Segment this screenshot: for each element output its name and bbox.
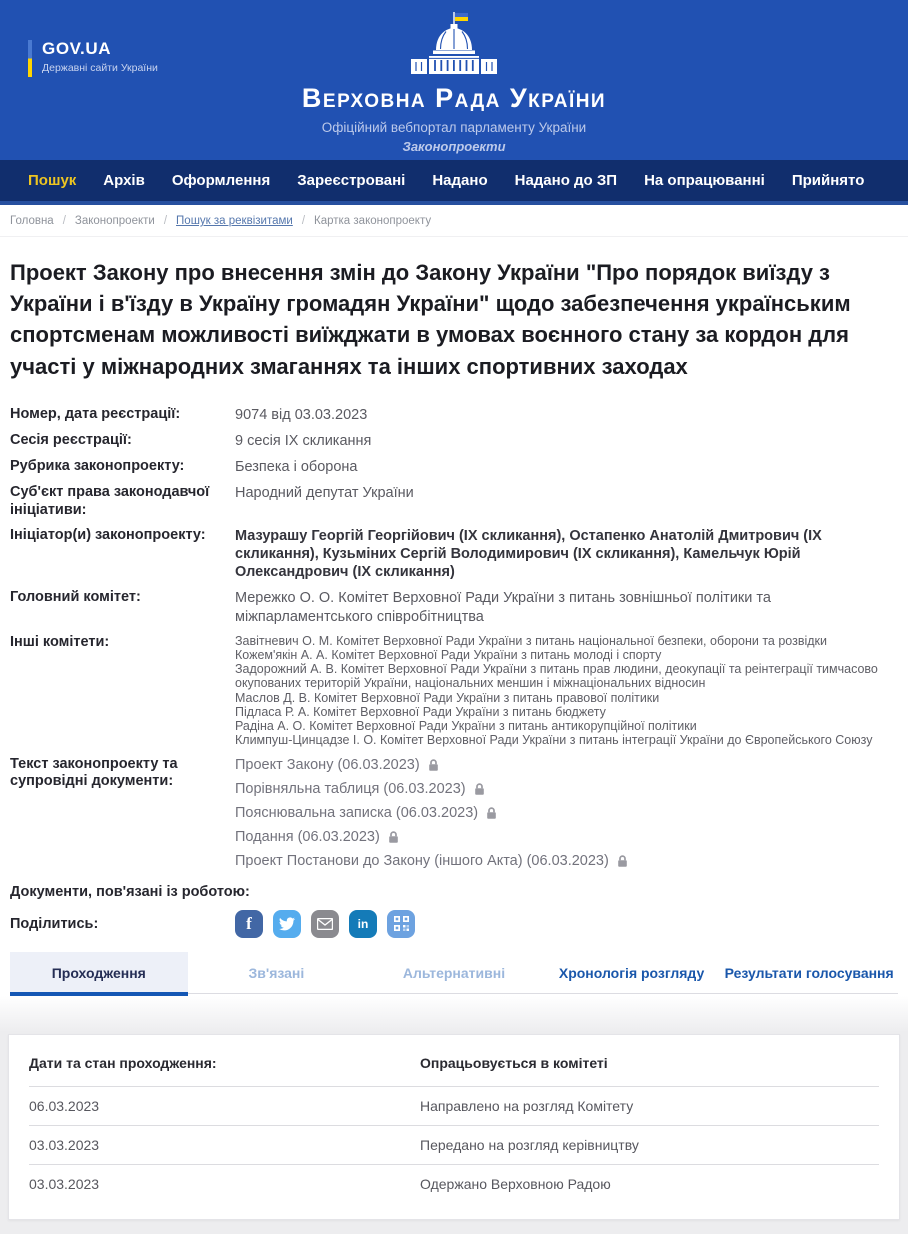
breadcrumb-separator: / — [62, 215, 66, 227]
field-label: Рубрика законопроекту: — [10, 458, 185, 475]
share-qr-code-button[interactable] — [387, 910, 415, 938]
bill-title: Проект Закону про внесення змін до Закону України "Про порядок виїзду з України і в'їзду в Україну громадян України" щодо забезпечення українським спортсменам можливості виїжджати в умовах воєнного стану за кордон для участі у міжнародних змаганнях та інших спортивних заходах — [10, 260, 851, 379]
tab-khronolohiia-rozghliadu[interactable]: Хронологія розгляду — [543, 952, 721, 996]
field-registration — [10, 406, 898, 424]
field-label: Інші комітети: — [10, 633, 110, 650]
lock-icon — [427, 758, 440, 772]
nav-item-nadano-do-zp[interactable]: Надано до ЗП — [514, 172, 618, 189]
share-row — [10, 910, 898, 938]
field-main-committee — [10, 589, 898, 625]
field-initiators — [10, 527, 898, 581]
committee-item: Климпуш-Цинцадзе І. О. Комітет Верховної Ради України з питань інтеграції України до Європейського Союзу — [235, 733, 873, 748]
progress-section — [0, 1032, 908, 1234]
table-row — [29, 1125, 879, 1164]
progress-status: Направлено на розгляд Комітету — [420, 1097, 634, 1114]
breadcrumb-zakonoproekty[interactable]: Законопроекти — [74, 215, 155, 227]
field-label: Сесія реєстрації: — [10, 432, 132, 449]
site-section-label: Законопроекти — [402, 139, 506, 154]
gov-ua-subtitle: Державні сайти України — [42, 62, 158, 74]
parliament-building-icon — [406, 12, 502, 76]
facebook-icon: f — [246, 913, 252, 933]
field-other-committees — [10, 634, 898, 748]
document-link[interactable]: Пояснювальна записка (06.03.2023) — [235, 804, 898, 822]
progress-header-dates: Дати та стан проходження: — [29, 1054, 217, 1071]
field-related-documents — [10, 884, 898, 901]
field-label: Суб'єкт права законодавчої ініціативи: — [10, 484, 210, 518]
tab-zviazani[interactable]: Зв'язані — [188, 952, 366, 996]
breadcrumb-poshuk-za-rekvizytamy[interactable]: Пошук за реквізитами — [176, 215, 293, 227]
linkedin-icon: in — [357, 916, 369, 931]
progress-status: Передано на розгляд керівництву — [420, 1136, 639, 1153]
field-value: 9074 від 03.03.2023 — [235, 406, 368, 423]
document-link[interactable]: Порівняльна таблиця (06.03.2023) — [235, 780, 898, 798]
field-label: Текст законопроекту та супровідні документи: — [10, 755, 178, 790]
bill-card — [0, 257, 908, 996]
committee-item: Кожем'якін А. А. Комітет Верховної Ради України з питань молоді і спорту — [235, 647, 662, 662]
field-label: Ініціатор(и) законопроекту: — [10, 527, 206, 544]
field-value: Мережко О. О. Комітет Верховної Ради України з питань зовнішньої політики та міжпарламентського співробітництва — [235, 590, 771, 625]
progress-card — [8, 1034, 900, 1220]
nav-item-nadano[interactable]: Надано — [432, 172, 488, 189]
committee-item: Завітневич О. М. Комітет Верховної Ради України з питань національної безпеки, оборони та розвідки — [235, 633, 827, 648]
bill-tabs — [10, 952, 898, 996]
progress-date: 06.03.2023 — [29, 1097, 100, 1114]
field-session — [10, 432, 898, 450]
breadcrumb — [0, 205, 908, 237]
site-subtitle: Офіційний вебпортал парламенту України — [321, 120, 587, 135]
field-value: Безпека і оборона — [235, 459, 358, 476]
field-rubric — [10, 458, 898, 476]
progress-table-header — [29, 1041, 879, 1086]
share-twitter-button[interactable] — [273, 910, 301, 938]
email-icon — [317, 918, 333, 930]
field-label: Документи, пов'язані із роботою: — [10, 884, 250, 901]
document-link[interactable]: Проект Закону (06.03.2023) — [235, 756, 898, 774]
table-row — [29, 1164, 879, 1203]
nav-item-oformlennia[interactable]: Оформлення — [171, 172, 271, 189]
site-header — [0, 0, 908, 160]
progress-header-status: Опрацьовується в комітеті — [420, 1054, 608, 1071]
gov-ua-title: GOV.UA — [42, 39, 112, 58]
breadcrumb-separator: / — [301, 215, 306, 227]
share-linkedin-button[interactable] — [349, 910, 377, 938]
background-fade — [0, 996, 908, 1032]
site-title: Верховна Рада України — [301, 83, 607, 113]
field-documents — [10, 756, 898, 877]
committee-item: Радіна А. О. Комітет Верховної Ради України з питань антикорупційної політики — [235, 719, 697, 734]
progress-date: 03.03.2023 — [29, 1175, 100, 1192]
nav-item-zareiestrovani[interactable]: Зареєстровані — [297, 172, 406, 189]
lock-icon — [473, 782, 486, 796]
share-label: Поділитись: — [10, 915, 99, 932]
field-label: Головний комітет: — [10, 589, 141, 606]
nav-item-pryiniato[interactable]: Прийнято — [791, 172, 865, 189]
committee-item: Маслов Д. В. Комітет Верховної Ради України з питань правової політики — [235, 690, 660, 705]
twitter-icon — [279, 917, 295, 931]
progress-status: Одержано Верховною Радою — [420, 1175, 611, 1192]
committee-item: Підласа Р. А. Комітет Верховної Ради України з питань бюджету — [235, 704, 606, 719]
field-value: 9 сесія IX скликання — [235, 433, 372, 450]
progress-date: 03.03.2023 — [29, 1136, 100, 1153]
nav-item-arkhiv[interactable]: Архів — [103, 172, 145, 189]
main-nav — [0, 160, 908, 205]
document-link[interactable]: Подання (06.03.2023) — [235, 828, 898, 846]
breadcrumb-separator: / — [163, 215, 168, 227]
breadcrumb-home[interactable]: Головна — [10, 215, 54, 227]
qr-code-icon — [394, 916, 409, 931]
tab-prokhodzhennia[interactable]: Проходження — [10, 952, 188, 996]
committee-item: Задорожний А. В. Комітет Верховної Ради України з питань прав людини, деокупації та реінтеграції тимчасово окупованих територій України, національних меншин і міжнаціональних відносин — [235, 662, 878, 691]
field-value: Мазурашу Георгій Георгійович (IX скликання), Остапенко Анатолій Дмитрович (IX скликання), Кузьміних Сергій Володимирович (IX скликання), Камельчук Юрій Олександрович (IX скликання) — [235, 528, 822, 581]
nav-item-na-opratsiuvanni[interactable]: На опрацюванні — [644, 172, 765, 189]
field-value: Народний депутат України — [235, 485, 414, 502]
field-subject — [10, 484, 898, 519]
breadcrumb-current-page: Картка законопроекту — [314, 215, 432, 227]
field-label: Номер, дата реєстрації: — [10, 405, 181, 422]
document-link[interactable]: Проект Постанови до Закону (іншого Акта) (06.03.2023) — [235, 852, 898, 870]
lock-icon — [485, 806, 498, 820]
table-row — [29, 1086, 879, 1125]
nav-item-poshuk[interactable]: Пошук — [28, 172, 77, 189]
lock-icon — [616, 854, 629, 868]
lock-icon — [387, 830, 400, 844]
share-facebook-button[interactable] — [235, 910, 263, 938]
share-email-button[interactable] — [311, 910, 339, 938]
tab-alternatyvni[interactable]: Альтернативні — [365, 952, 543, 996]
tab-rezultaty-holosuvannia[interactable]: Результати голосування — [720, 952, 898, 996]
